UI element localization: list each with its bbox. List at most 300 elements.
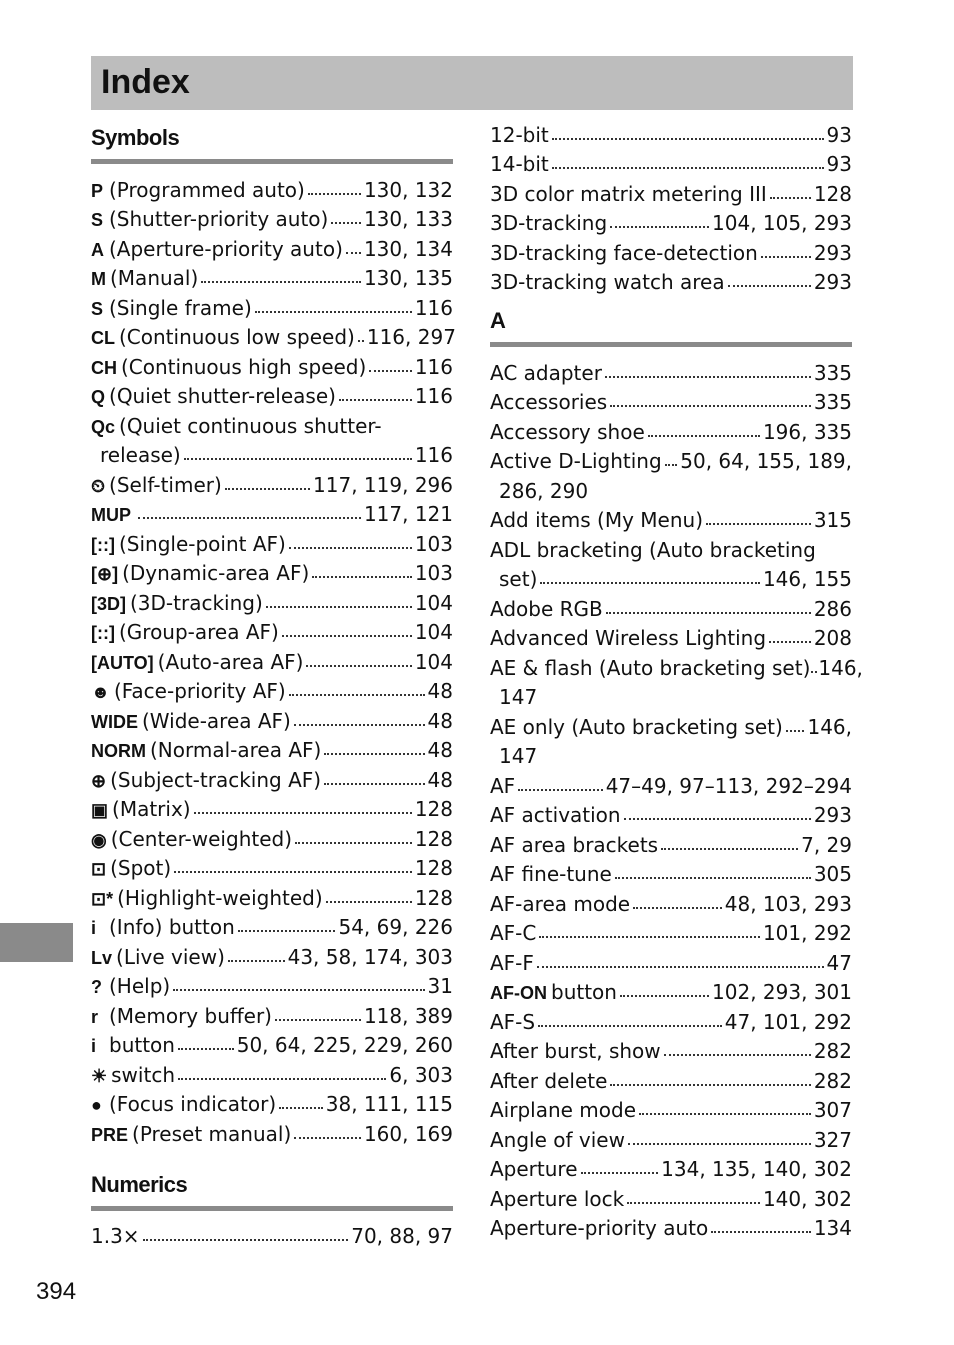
leader-dots	[610, 405, 811, 407]
entry-pages: 93	[826, 122, 852, 147]
index-entry	[91, 1087, 453, 1117]
leader-dots	[331, 222, 361, 224]
leader-dots	[665, 464, 678, 466]
index-entry	[91, 467, 453, 497]
a-entries-list-3	[490, 768, 852, 975]
title-bar	[91, 56, 853, 110]
index-entry	[490, 1152, 852, 1182]
entry-pages: 93	[826, 152, 852, 176]
leader-dots	[324, 753, 424, 755]
entry-label: After burst, show	[490, 1039, 661, 1063]
index-entry	[490, 1181, 852, 1211]
entry-label: AF fine-tune	[490, 862, 612, 886]
leader-dots	[661, 848, 798, 850]
entry-pages: 146,	[818, 655, 863, 680]
symbol-glyph: A	[91, 239, 104, 260]
entry-label: (Shutter-priority auto)	[109, 207, 329, 231]
leader-dots	[581, 1172, 659, 1174]
entry-pages: 47–49, 97–113, 292–294	[605, 773, 852, 798]
index-entry	[91, 556, 453, 586]
entry-label: Adobe RGB	[490, 596, 603, 621]
symbol-glyph: PRE	[91, 1124, 129, 1145]
entry-label: (Group-area AF)	[118, 620, 279, 644]
leader-dots	[308, 193, 361, 195]
entry-label: 3D-tracking	[490, 211, 608, 235]
entry-label: (Face-priority AF)	[113, 679, 286, 703]
entry-pages: 117, 121	[363, 502, 453, 526]
index-entry	[490, 945, 852, 975]
index-entry	[490, 827, 852, 857]
leader-dots	[138, 517, 361, 519]
leader-dots	[289, 694, 425, 696]
index-entry	[490, 768, 852, 798]
symbol-glyph: ⊡*	[91, 888, 114, 909]
leader-dots	[706, 523, 811, 525]
entry-pages: 47	[826, 950, 852, 975]
index-entry	[91, 674, 453, 704]
symbol-glyph: ⏲	[91, 475, 106, 496]
index-entry	[490, 798, 852, 828]
entry-pages: 116	[414, 295, 453, 320]
entry-label: switch	[111, 1062, 175, 1087]
entry-pages: 104	[414, 649, 453, 674]
entry-label: 3D color matrix metering III	[490, 181, 767, 206]
index-entry	[91, 1057, 453, 1087]
entry-label: 14-bit	[490, 152, 549, 176]
entry-label: Advanced Wireless Lighting	[490, 626, 767, 650]
index-entry-qc	[91, 408, 453, 467]
entry-label: Active D-Lighting	[490, 449, 662, 473]
leader-dots	[294, 724, 425, 726]
entry-pages: 116	[414, 354, 453, 379]
symbol-glyph: i	[91, 918, 97, 938]
section-heading-a	[490, 300, 852, 342]
symbol-glyph: [AUTO]	[91, 652, 154, 673]
leader-dots	[711, 1231, 811, 1233]
symbol-glyph: S	[91, 210, 104, 230]
index-entry	[91, 379, 453, 409]
entry-pages: 335	[813, 390, 852, 414]
entry-label: (Quiet shutter-release)	[109, 384, 336, 408]
entry-pages: 104	[414, 620, 453, 644]
a-entries-list	[490, 355, 852, 444]
entry-pages: 305	[813, 862, 852, 886]
index-entry	[91, 1116, 453, 1146]
leader-dots	[539, 936, 760, 938]
entry-label: AF activation	[490, 803, 621, 827]
entry-label: AE & flash (Auto bracketing set)	[490, 655, 811, 680]
index-entry	[490, 1122, 852, 1152]
entry-pages: 128	[414, 797, 453, 821]
leader-dots	[664, 1054, 811, 1056]
entry-pages: 160, 169	[363, 1121, 453, 1146]
entry-pages: 146,	[807, 714, 852, 739]
leader-dots	[173, 989, 424, 991]
leader-dots	[228, 960, 285, 962]
index-entry	[490, 385, 852, 415]
entry-label: AF-area mode	[490, 891, 631, 916]
symbol-glyph: CH	[91, 357, 117, 378]
entry-pages: 293	[813, 803, 852, 827]
section-divider	[490, 342, 852, 347]
entry-pages: 128	[414, 885, 453, 910]
leader-dots	[358, 340, 364, 342]
entry-pages: 116, 297	[366, 325, 456, 349]
entry-label: (Programmed auto)	[109, 177, 305, 202]
entry-pages: 130, 135	[363, 266, 453, 290]
entry-pages: 130, 134	[363, 236, 453, 261]
entry-pages: 327	[813, 1127, 852, 1152]
entry-pages: 335	[813, 360, 852, 385]
entry-pages: 104, 105, 293	[712, 211, 852, 235]
leader-dots	[369, 370, 412, 372]
leader-dots	[295, 842, 412, 844]
entry-label: (Quiet continuous shutter-	[119, 413, 382, 438]
leader-dots	[627, 1202, 760, 1204]
entry-pages: 282	[813, 1068, 852, 1093]
index-entry	[490, 886, 852, 916]
entry-label: AC adapter	[490, 360, 602, 385]
leader-dots	[279, 1107, 323, 1109]
index-entry	[91, 733, 453, 763]
entry-label: 12-bit	[490, 122, 549, 147]
symbol-glyph: Q	[91, 387, 106, 407]
entry-label: (Wide-area AF)	[142, 708, 291, 733]
entry-label: Aperture-priority auto	[490, 1216, 709, 1240]
entry-label: AF-S	[490, 1009, 536, 1034]
entry-pages: 196, 335	[762, 419, 852, 444]
entry-pages: 101, 292	[762, 921, 852, 945]
index-entry	[490, 176, 852, 206]
entry-pages: 31	[427, 974, 453, 998]
index-entry-ae-only	[490, 709, 852, 768]
symbol-glyph: MUP	[91, 505, 131, 525]
entry-label: (Center-weighted)	[110, 826, 293, 851]
symbol-glyph: ⊡	[91, 859, 107, 879]
entry-pages: 130, 133	[363, 207, 453, 231]
symbol-glyph: [::]	[91, 623, 115, 643]
leader-dots	[811, 671, 817, 673]
leader-dots	[289, 547, 412, 549]
entry-label: (Preset manual)	[132, 1121, 292, 1146]
entry-label: (Focus indicator)	[109, 1092, 277, 1116]
entry-pages: 134	[813, 1216, 852, 1240]
index-entry	[91, 762, 453, 792]
left-column	[91, 117, 456, 1248]
leader-dots	[769, 641, 811, 643]
index-entry	[91, 644, 453, 674]
index-entry	[91, 880, 453, 910]
entry-label: (Help)	[109, 974, 171, 998]
entry-label: Accessories	[490, 390, 608, 414]
leader-dots	[648, 435, 760, 437]
entry-label: (Highlight-weighted)	[117, 885, 323, 910]
index-entry	[490, 621, 852, 651]
leader-dots	[761, 256, 811, 258]
section-heading-label: Numerics	[91, 1171, 188, 1197]
entry-label-cont: set)	[499, 567, 538, 591]
leader-dots	[174, 871, 412, 873]
entry-pages: 286	[813, 596, 852, 621]
leader-dots	[538, 1025, 722, 1027]
entry-pages: 70, 88, 97	[351, 1224, 453, 1248]
symbol-glyph: S	[91, 298, 104, 319]
entry-label: AF area brackets	[490, 832, 659, 857]
leader-dots	[282, 635, 412, 637]
symbol-glyph: Lv	[91, 947, 113, 968]
leader-dots	[518, 789, 603, 791]
leader-dots	[620, 995, 709, 997]
section-heading-label: Symbols	[91, 125, 180, 150]
leader-dots	[178, 1078, 386, 1080]
entry-label: Accessory shoe	[490, 419, 645, 444]
index-entry	[91, 497, 453, 527]
entry-label: 1.3×	[91, 1224, 140, 1248]
index-entry	[490, 1034, 852, 1064]
entry-pages: 118, 389	[363, 1003, 453, 1028]
entry-label: (Info) button	[109, 915, 235, 939]
leader-dots	[728, 285, 811, 287]
entry-pages: 103	[414, 531, 453, 556]
entry-label: (Aperture-priority auto)	[109, 236, 343, 261]
leader-dots	[266, 606, 412, 608]
page-number: 394	[36, 1278, 77, 1305]
symbol-glyph: ☀	[91, 1065, 108, 1086]
entry-pages: 307	[813, 1098, 852, 1122]
symbol-glyph: [3D]	[91, 593, 126, 614]
leader-dots	[339, 399, 412, 401]
entry-pages: 48	[427, 767, 453, 792]
leader-dots	[540, 582, 760, 584]
entry-label: Angle of view	[490, 1127, 625, 1152]
entry-pages: 146, 155	[762, 567, 852, 591]
index-entry	[91, 851, 453, 881]
entry-label: (Live view)	[116, 944, 225, 969]
index-entry	[91, 792, 453, 822]
index-entry	[490, 1063, 852, 1093]
entry-label: (Continuous high speed)	[121, 354, 367, 379]
leader-dots	[143, 1239, 349, 1241]
leader-dots	[615, 877, 811, 879]
af-on-button-glyph: AF-ON	[490, 983, 547, 1003]
symbol-glyph: ▣	[91, 800, 109, 820]
entry-pages: 47, 101, 292	[724, 1009, 852, 1034]
entry-pages: 282	[813, 1039, 852, 1063]
entry-pages: 128	[414, 856, 453, 880]
index-entry-active-d-lighting	[490, 444, 852, 503]
entry-pages: 134, 135, 140, 302	[661, 1157, 852, 1181]
index-entry	[91, 969, 453, 999]
index-entry	[91, 703, 453, 733]
symbol-glyph: CL	[91, 328, 115, 348]
numerics-list	[91, 1219, 453, 1249]
index-entry	[91, 939, 453, 969]
leader-dots	[552, 167, 824, 169]
entry-label: 3D-tracking watch area	[490, 270, 725, 294]
leader-dots	[238, 930, 336, 932]
entry-pages: 116	[414, 443, 453, 467]
entry-label: (Dynamic-area AF)	[122, 561, 310, 585]
entry-label: AE only (Auto bracketing set)	[490, 714, 783, 739]
entry-pages: 293	[813, 240, 852, 265]
entry-pages-cont: 147	[499, 685, 538, 709]
leader-dots	[624, 818, 811, 820]
leader-dots	[770, 197, 811, 199]
leader-dots	[605, 376, 811, 378]
section-heading-symbols	[91, 117, 453, 159]
entry-pages-cont: 147	[499, 744, 538, 768]
entry-pages: 128	[813, 181, 852, 206]
symbol-glyph: WIDE	[91, 711, 138, 732]
symbol-glyph: [⊕]	[91, 564, 119, 584]
symbol-glyph: ☻	[91, 682, 110, 702]
entry-pages: 128	[414, 826, 453, 851]
leader-dots	[537, 966, 824, 968]
symbol-glyph: NORM	[91, 741, 146, 761]
index-entry	[490, 1004, 852, 1034]
entry-pages: 50, 64, 155, 189,	[680, 449, 852, 473]
entry-label: AF	[490, 773, 516, 798]
entry-pages: 140, 302	[762, 1186, 852, 1211]
index-entry	[91, 585, 453, 615]
entry-label: (Spot)	[110, 856, 172, 880]
entry-pages: 116	[414, 384, 453, 408]
leader-dots	[786, 730, 805, 732]
leader-dots	[633, 907, 722, 909]
entry-pages: 104	[414, 590, 453, 615]
leader-dots	[184, 458, 412, 460]
index-entry	[490, 147, 852, 177]
index-entry	[91, 998, 453, 1028]
symbols-list	[91, 172, 456, 408]
leader-dots	[306, 665, 411, 667]
index-entry	[91, 526, 453, 556]
entry-pages: 208	[813, 626, 852, 650]
leader-dots	[346, 252, 361, 254]
index-entry	[91, 1219, 453, 1249]
index-entry-af-on	[490, 975, 852, 1005]
leader-dots	[610, 1084, 810, 1086]
section-divider	[91, 1206, 453, 1211]
index-entry	[490, 117, 852, 147]
entry-label: (Matrix)	[112, 797, 191, 821]
entry-label: (Self-timer)	[109, 472, 222, 497]
symbol-glyph: ⊕	[91, 770, 107, 791]
index-entry	[490, 1211, 852, 1241]
entry-pages: 130, 132	[363, 177, 453, 202]
section-heading-numerics	[91, 1164, 453, 1206]
right-column	[490, 117, 863, 1240]
index-entry	[91, 261, 453, 291]
entry-pages: 38, 111, 115	[325, 1092, 453, 1116]
index-entry	[91, 349, 453, 379]
leader-dots	[225, 488, 310, 490]
entry-pages: 48	[427, 708, 453, 733]
entry-label: (Continuous low speed)	[119, 325, 355, 349]
entry-label: button	[551, 980, 617, 1004]
index-entry-adl-bracketing	[490, 532, 852, 591]
symbol-glyph: Qc	[91, 416, 116, 437]
index-entry	[490, 591, 852, 621]
entry-label: (Normal-area AF)	[150, 738, 322, 762]
entry-pages: 293	[813, 270, 852, 294]
index-entry	[91, 615, 453, 645]
index-entry	[490, 355, 852, 385]
index-entry	[490, 235, 852, 265]
index-entry	[490, 265, 852, 295]
index-entry	[490, 414, 852, 444]
leader-dots	[326, 901, 412, 903]
symbols-list-2	[91, 467, 453, 1146]
leader-dots	[294, 1137, 361, 1139]
entry-label: AF-F	[490, 950, 534, 975]
a-entries-list-4	[490, 1004, 852, 1240]
symbol-glyph: ?	[91, 977, 102, 997]
entry-label: button	[109, 1033, 175, 1057]
entry-label: Aperture lock	[490, 1186, 625, 1211]
index-entry	[91, 1028, 453, 1058]
entry-pages: 6, 303	[389, 1062, 453, 1087]
numeric-entries-list	[490, 117, 852, 294]
leader-dots	[610, 226, 709, 228]
entry-label: After delete	[490, 1068, 608, 1093]
entry-label-cont: release)	[100, 443, 181, 467]
index-entry	[91, 910, 453, 940]
entry-pages: 7, 29	[801, 832, 852, 857]
entry-label: AF-C	[490, 921, 537, 945]
entry-pages: 48	[427, 738, 453, 762]
entry-pages: 117, 119, 296	[313, 472, 453, 497]
entry-pages: 48, 103, 293	[724, 891, 852, 916]
index-entry	[91, 231, 453, 261]
entry-label: (Memory buffer)	[109, 1003, 272, 1028]
symbol-glyph: ●	[91, 1095, 102, 1115]
index-entry	[490, 916, 852, 946]
entry-label: (Single frame)	[109, 295, 252, 320]
index-entry	[490, 206, 852, 236]
entry-pages: 54, 69, 226	[338, 915, 453, 939]
leader-dots	[201, 281, 361, 283]
entry-label: (Auto-area AF)	[157, 649, 304, 674]
leader-dots	[255, 311, 412, 313]
entry-label: 3D-tracking face-detection	[490, 240, 758, 265]
index-entry-add-items	[490, 503, 852, 533]
entry-pages: 315	[813, 508, 852, 532]
entry-pages: 103	[414, 561, 453, 585]
entry-pages-cont: 286, 290	[499, 478, 589, 503]
entry-pages: 43, 58, 174, 303	[287, 944, 453, 969]
leader-dots	[606, 612, 811, 614]
index-entry	[91, 821, 453, 851]
symbol-glyph: ◉	[91, 829, 107, 850]
chapter-side-tab	[0, 923, 73, 962]
leader-dots	[312, 576, 412, 578]
leader-dots	[639, 1113, 811, 1115]
a-entries-list-2	[490, 591, 852, 650]
index-entry-ae-flash	[490, 650, 863, 709]
page-title: Index	[101, 63, 190, 101]
leader-dots	[552, 138, 824, 140]
symbol-glyph: [::]	[91, 534, 115, 555]
entry-label: Aperture	[490, 1157, 578, 1181]
leader-dots	[628, 1143, 811, 1145]
leader-dots	[194, 812, 412, 814]
symbol-glyph: i	[91, 1036, 97, 1056]
entry-label: Airplane mode	[490, 1098, 637, 1122]
leader-dots	[178, 1048, 234, 1050]
leader-dots	[275, 1019, 361, 1021]
entry-pages: 48	[427, 679, 453, 703]
